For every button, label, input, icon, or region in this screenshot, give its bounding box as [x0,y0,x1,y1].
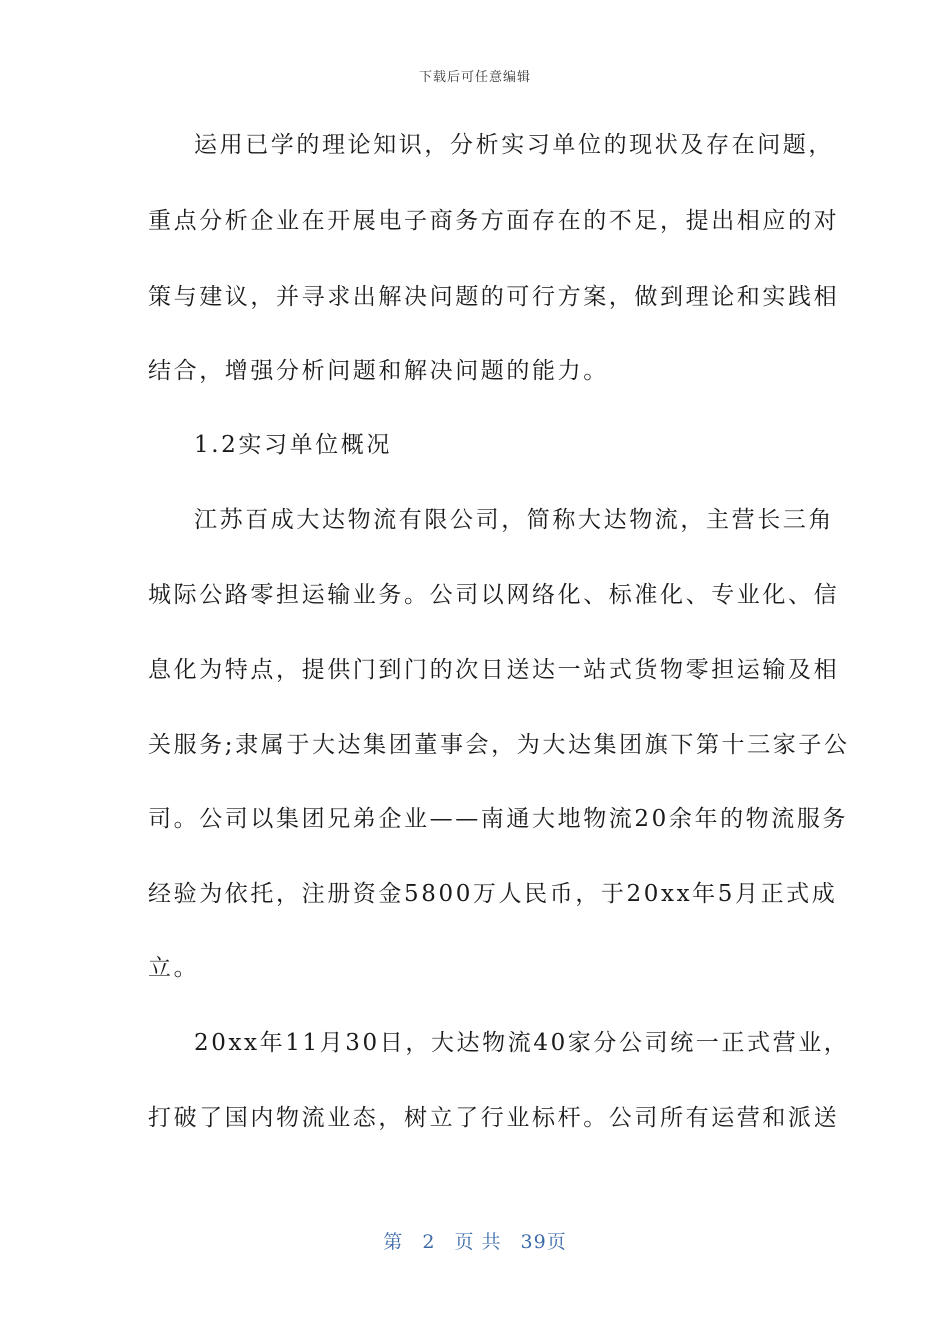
paragraph-line: 司。公司以集团兄弟企业——南通大地物流20余年的物流服务 [148,806,849,832]
footer-middle: 页 共 [454,1231,502,1253]
footer-total-pages: 39页 [520,1231,567,1253]
paragraph-line: 20xx年11月30日，大达物流40家分公司统一正式营业， [194,1030,850,1056]
page-footer [0,1227,950,1254]
footer-prefix: 第 [383,1231,404,1253]
footer-page-number: 2 [422,1231,436,1253]
paragraph-line: 运用已学的理论知识，分析实习单位的现状及存在问题， [194,132,834,158]
paragraph-line: 经验为依托，注册资金5800万人民币，于20xx年5月正式成 [148,881,838,907]
section-heading: 1.2实习单位概况 [194,432,392,458]
paragraph-line: 策与建议，并寻求出解决问题的可行方案，做到理论和实践相 [148,284,840,310]
paragraph-line: 息化为特点，提供门到门的次日送达一站式货物零担运输及相 [148,657,840,683]
paragraph-line: 打破了国内物流业态，树立了行业标杆。公司所有运营和派送 [148,1105,840,1131]
page-header-note: 下载后可任意编辑 [418,70,531,85]
paragraph-line: 城际公路零担运输业务。公司以网络化、标准化、专业化、信 [148,582,840,608]
paragraph-line: 立。 [148,955,200,981]
paragraph-line: 重点分析企业在开展电子商务方面存在的不足，提出相应的对 [148,208,840,234]
paragraph-line: 关服务;隶属于大达集团董事会，为大达集团旗下第十三家子公 [148,732,850,758]
paragraph-line: 江苏百成大达物流有限公司，简称大达物流，主营长三角 [194,507,834,533]
paragraph-line: 结合，增强分析问题和解决问题的能力。 [148,358,609,384]
